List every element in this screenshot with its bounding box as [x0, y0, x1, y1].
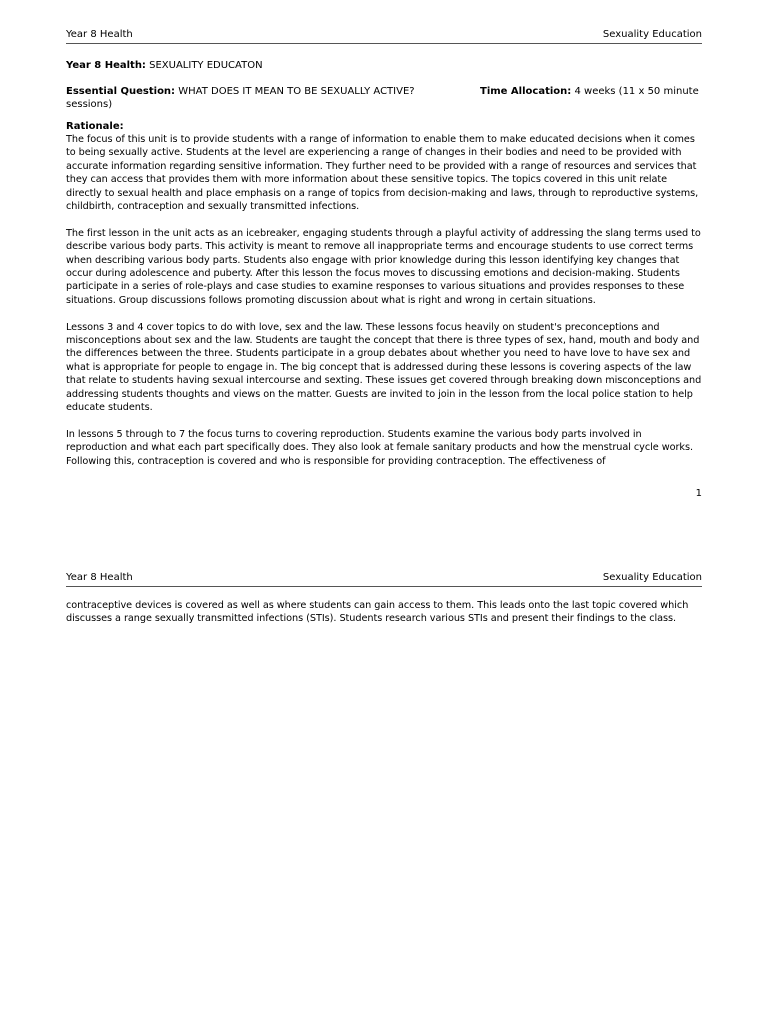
document-page-1 [66, 28, 702, 508]
paragraph: The focus of this unit is to provide students with a range of information to enable them to make educated decisions when it comes to being sexually active. Students at the level are experiencing a range of changes in their bodies and need to be provided with accurate information regarding sensitive information. They further need to be provided with a range of resources and services that they can access that provides them with more information about these sensitive topics. The topics covered in this unit relate directly to sexual health and place emphasis on a range of topics from decision-making and laws, through to reproductive systems, childbirth, contraception and sexually transmitted infections. [66, 134, 699, 213]
essential-question [66, 85, 466, 98]
paragraph: Lessons 3 and 4 cover topics to do with love, sex and the law. These lessons focus heavily on student's preconceptions and misconceptions about sex and the law. Students are taught the concept that there is three types of sex, hand, mouth and body and the differences between the three. Students participate in a group debates about whether you need to have love to have sex and what is appropriate for people to engage in. The big concept that is addressed during these lessons is covering aspects of the law that relate to students having sexual intercourse and sexting. These issues get covered through breaking down misconceptions and addressing students thoughts and views on the matter. Guests are invited to join in the lesson from the local police station to help educate students. [66, 321, 702, 414]
document-page-2 [66, 571, 702, 1011]
time-allocation [480, 85, 710, 98]
paragraph: contraceptive devices is covered as well as where students can gain access to them. This leads onto the last topic covered which discusses a range sexually transmitted infections (STIs). Students research various STIs and present their findings to the class. [66, 600, 689, 625]
time-allocation-label: Time Allocation: [480, 86, 572, 97]
header-right: Sexuality Education [602, 572, 702, 583]
page-number: 1 [695, 488, 702, 499]
paragraph: In lessons 5 through to 7 the focus turns to covering reproduction. Students examine the various body parts involved in reproduction and what each part specifically does. They also look at female sanitary products and how the menstrual cycle works. Following this, contraception is covered and who is responsible for providing contraception. The effectiveness of [66, 428, 693, 467]
running-header [66, 28, 702, 44]
page-2-body [66, 599, 702, 626]
time-allocation-value: 4 weeks (11 x 50 minute [574, 86, 699, 97]
course-label: Year 8 Health: [66, 60, 146, 71]
essential-question-value: WHAT DOES IT MEAN TO BE SEXUALLY ACTIVE? [178, 86, 415, 97]
header-right: Sexuality Education [602, 29, 702, 40]
course-value: SEXUALITY EDUCATON [149, 60, 263, 71]
paragraph: The first lesson in the unit acts as an icebreaker, engaging students through a playful activity of addressing the slang terms used to describe various body parts. This activity is meant to remove all inappropriate terms and encourage students to use correct terms when describing various body parts. Students also engage with prior knowledge during this lesson identifying key changes that occur during adolescence and puberty. After this lesson the focus moves to discussing emotions and decision-making. Students participate in a series of role-plays and case studies to examine responses to various situations and provides responses to these situations. Group discussions follows promoting discussion about what is right and wrong in certain situations. [66, 227, 701, 306]
rationale-heading: Rationale: [66, 121, 124, 132]
course-line [66, 59, 702, 72]
essential-question-label: Essential Question: [66, 86, 176, 97]
time-allocation-continuation: sessions) [66, 99, 113, 110]
essential-question-row [66, 85, 702, 111]
header-left: Year 8 Health [66, 29, 133, 40]
running-header [66, 571, 702, 587]
header-left: Year 8 Health [66, 572, 133, 583]
